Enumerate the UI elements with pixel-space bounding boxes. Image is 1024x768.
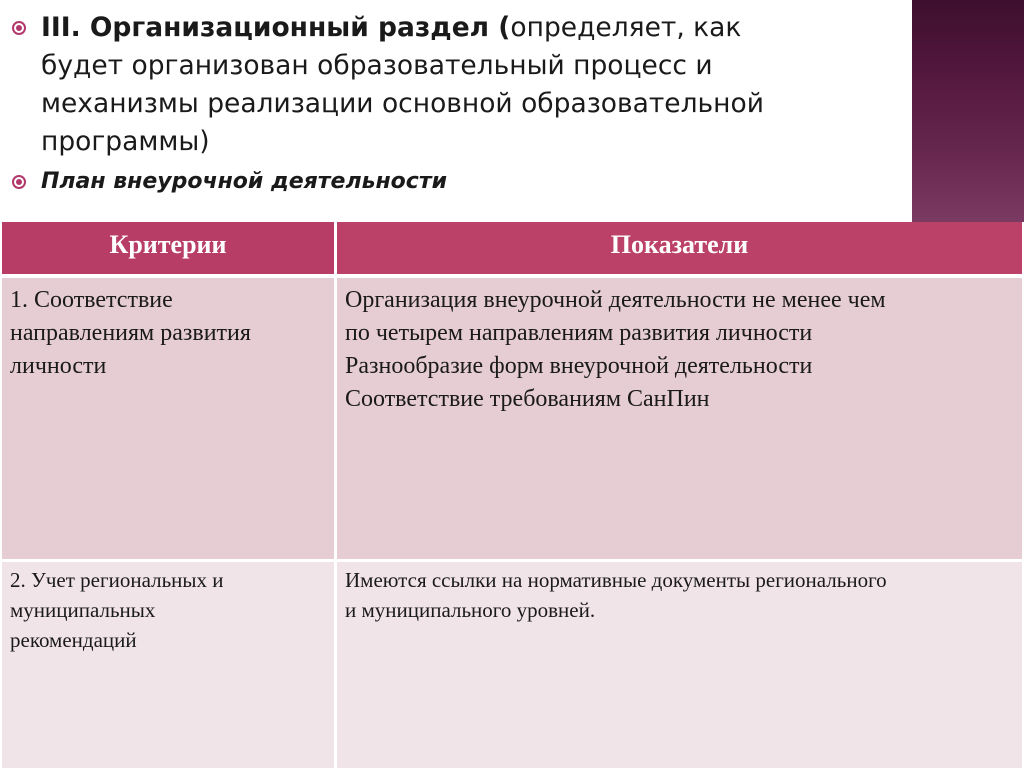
section-description-line: механизмы реализации основной образовательной: [41, 88, 764, 119]
criterion-text: муниципальных: [10, 598, 156, 622]
header-criteria: Критерии: [2, 222, 334, 274]
criterion-text: 1. Соответствие: [10, 287, 173, 313]
indicator-text: Организация внеурочной деятельности не менее чем: [345, 287, 886, 313]
indicator-cell: [337, 562, 1022, 768]
table-row: [0, 562, 1024, 768]
indicator-text: и муниципального уровней.: [345, 598, 596, 622]
criteria-table: [0, 222, 1024, 768]
bullet-item-plan: [0, 167, 900, 197]
section-title: III. Организационный раздел (: [41, 12, 511, 43]
criterion-cell: [2, 562, 334, 768]
criterion-cell: [2, 278, 334, 559]
circle-dot-bullet-icon: [12, 21, 26, 35]
criterion-text: направлениям развития: [10, 320, 251, 346]
decorative-side-panel: [912, 0, 1024, 222]
indicator-text: Разнообразие форм внеурочной деятельности: [345, 353, 813, 379]
table-header-row: [0, 222, 1024, 274]
intro-bullet-list: [0, 0, 900, 197]
section-description-line: программы): [41, 126, 210, 157]
plan-title: План внеурочной деятельности: [41, 169, 448, 194]
indicator-text: по четырем направлениям развития личности: [345, 320, 813, 346]
table-row: [0, 278, 1024, 559]
indicator-cell: [337, 278, 1022, 559]
indicator-text: Соответствие требованиям СанПин: [345, 386, 710, 412]
section-description-start: определяет, как: [510, 12, 742, 43]
header-indicators: Показатели: [337, 222, 1022, 274]
bullet-item-organizational-section: [0, 9, 900, 161]
indicator-text: Имеются ссылки на нормативные документы регионального: [345, 568, 887, 592]
section-description-line: будет организован образовательный процесс и: [41, 50, 713, 81]
criterion-text: личности: [10, 353, 107, 379]
criterion-text: 2. Учет региональных и: [10, 568, 224, 592]
criterion-text: рекомендаций: [10, 628, 137, 652]
circle-dot-bullet-icon: [12, 175, 26, 189]
